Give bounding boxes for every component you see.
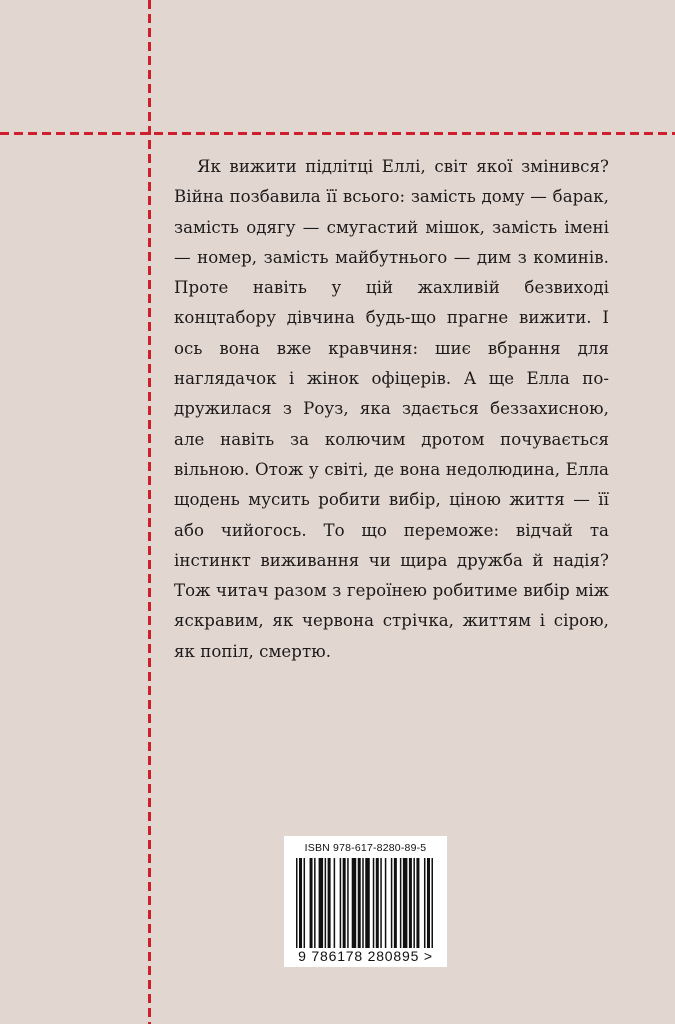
barcode-bar xyxy=(340,858,342,948)
barcode-bar xyxy=(394,858,397,948)
barcode-bar xyxy=(299,858,302,948)
barcode-bar xyxy=(319,858,324,948)
isbn-label: ISBN 978-617-8280-89-5 xyxy=(304,842,427,854)
barcode-bar xyxy=(413,858,415,948)
isbn-digits: 9 786178 280895 > xyxy=(298,948,433,964)
barcode-bar xyxy=(352,858,357,948)
barcode-bar xyxy=(376,858,379,948)
barcode-bar xyxy=(403,858,408,948)
barcode-bars xyxy=(296,858,436,948)
barcode-bar xyxy=(310,858,313,948)
barcode-bar xyxy=(409,858,412,948)
barcode-bar xyxy=(431,858,433,948)
barcode-bar xyxy=(391,858,393,948)
barcode-bar xyxy=(380,858,382,948)
barcode-bar xyxy=(362,858,364,948)
barcode-bar xyxy=(373,858,375,948)
isbn-barcode xyxy=(284,836,447,967)
barcode-bar xyxy=(296,858,298,948)
barcode-bar xyxy=(304,858,306,948)
barcode-bar xyxy=(334,858,336,948)
barcode-bar xyxy=(325,858,327,948)
barcode-bar xyxy=(365,858,370,948)
barcode-bar xyxy=(424,858,426,948)
barcode-bar xyxy=(385,858,387,948)
barcode-bar xyxy=(343,858,346,948)
barcode-bar xyxy=(416,858,419,948)
barcode-bar xyxy=(427,858,430,948)
barcode-bar xyxy=(314,858,316,948)
horizontal-stitch-line xyxy=(0,132,675,135)
book-blurb: Як вижити підлітці Еллі, світ якої змінився? Війна позбавила її всього: замість дому — барак, замість одягу — смугастий мішок, замість імені — номер, замість майбутнього — дим з коминів. Проте навіть у цій жахливій безвиході концтабору дівчина будь-що прагне вижити. І ось вона вже кравчиня: шиє вбрання для наглядачок і жінок офіцерів. А ще Елла подружилася з Роуз, яка здається беззахисною, але навіть за колючим дротом почувається вільною. Отож у світі, де вона недолюдина, Елла щодень мусить робити вибір, ціною життя — її або чийогось. То що переможе: відчай та інстинкт виживання чи щира дружба й надія? Тож читач разом з героїнею робитиме вибір між яскравим, як червона стрічка, життям і сірою, як попіл, смертю. xyxy=(174,157,609,661)
barcode-bar xyxy=(347,858,349,948)
barcode-bar xyxy=(328,858,331,948)
barcode-bar xyxy=(400,858,402,948)
barcode-bar xyxy=(358,858,361,948)
vertical-stitch-line xyxy=(148,0,151,1024)
